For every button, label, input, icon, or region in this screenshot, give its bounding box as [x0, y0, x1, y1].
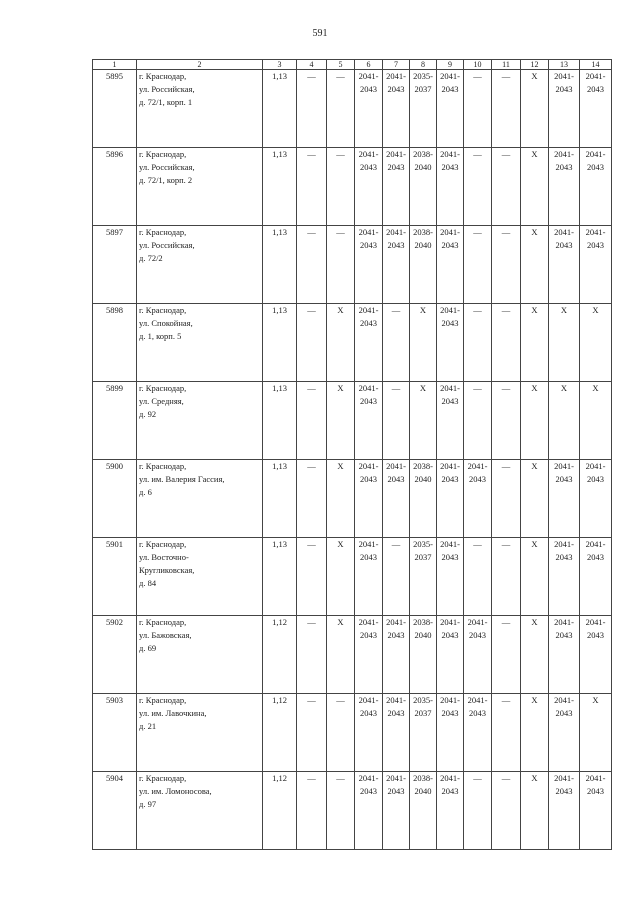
table-row [93, 772, 612, 850]
value-cell-c14: 2041- 2043 [580, 772, 612, 850]
value-cell-c7: 2041- 2043 [383, 70, 410, 148]
address-cell: г. Краснодар, ул. Российская, д. 72/1, корп. 1 [137, 70, 263, 148]
table-row [93, 148, 612, 226]
value-cell-c8: 2038- 2040 [410, 226, 437, 304]
value-cell-c3: 1,13 [263, 304, 297, 382]
value-cell-c10: — [464, 70, 492, 148]
value-cell-c7: 2041- 2043 [383, 460, 410, 538]
column-header: 3 [263, 60, 297, 70]
value-cell-c12: X [521, 460, 549, 538]
value-cell-c8: 2035- 2037 [410, 694, 437, 772]
value-cell-c6: 2041- 2043 [355, 694, 383, 772]
row-number: 5901 [93, 538, 137, 616]
column-header: 8 [410, 60, 437, 70]
value-cell-c12: X [521, 772, 549, 850]
value-cell-c10: 2041- 2043 [464, 694, 492, 772]
value-cell-c4: — [297, 616, 327, 694]
value-cell-c9: 2041- 2043 [437, 304, 464, 382]
value-cell-c6: 2041- 2043 [355, 226, 383, 304]
value-cell-c6: 2041- 2043 [355, 772, 383, 850]
value-cell-c8: 2038- 2040 [410, 616, 437, 694]
value-cell-c11: — [492, 226, 521, 304]
schedule-table [92, 59, 612, 850]
column-number-row [93, 60, 612, 70]
value-cell-c11: — [492, 460, 521, 538]
value-cell-c3: 1,13 [263, 226, 297, 304]
column-header: 9 [437, 60, 464, 70]
value-cell-c4: — [297, 694, 327, 772]
value-cell-c4: — [297, 538, 327, 616]
value-cell-c6: 2041- 2043 [355, 304, 383, 382]
value-cell-c5: — [327, 772, 355, 850]
value-cell-c10: — [464, 304, 492, 382]
value-cell-c6: 2041- 2043 [355, 538, 383, 616]
value-cell-c8: 2038- 2040 [410, 460, 437, 538]
value-cell-c14: 2041- 2043 [580, 538, 612, 616]
value-cell-c6: 2041- 2043 [355, 460, 383, 538]
value-cell-c11: — [492, 148, 521, 226]
row-number: 5898 [93, 304, 137, 382]
page-number: 591 [312, 28, 328, 39]
column-header: 14 [580, 60, 612, 70]
value-cell-c8: 2035- 2037 [410, 538, 437, 616]
value-cell-c8: X [410, 304, 437, 382]
value-cell-c5: X [327, 382, 355, 460]
value-cell-c9: 2041- 2043 [437, 382, 464, 460]
value-cell-c5: X [327, 538, 355, 616]
value-cell-c12: X [521, 538, 549, 616]
address-cell: г. Краснодар, ул. Восточно- Кругликовская, д. 84 [137, 538, 263, 616]
value-cell-c9: 2041- 2043 [437, 226, 464, 304]
value-cell-c6: 2041- 2043 [355, 70, 383, 148]
value-cell-c8: 2035- 2037 [410, 70, 437, 148]
value-cell-c9: 2041- 2043 [437, 772, 464, 850]
value-cell-c14: X [580, 694, 612, 772]
column-header: 7 [383, 60, 410, 70]
value-cell-c10: 2041- 2043 [464, 460, 492, 538]
row-number: 5902 [93, 616, 137, 694]
value-cell-c10: 2041- 2043 [464, 616, 492, 694]
value-cell-c11: — [492, 694, 521, 772]
row-number: 5904 [93, 772, 137, 850]
value-cell-c6: 2041- 2043 [355, 148, 383, 226]
column-header: 6 [355, 60, 383, 70]
value-cell-c3: 1,13 [263, 538, 297, 616]
value-cell-c7: — [383, 304, 410, 382]
value-cell-c7: 2041- 2043 [383, 694, 410, 772]
address-cell: г. Краснодар, ул. им. Валерия Гассия, д. 6 [137, 460, 263, 538]
value-cell-c5: X [327, 616, 355, 694]
value-cell-c11: — [492, 616, 521, 694]
value-cell-c9: 2041- 2043 [437, 616, 464, 694]
value-cell-c11: — [492, 304, 521, 382]
value-cell-c5: — [327, 694, 355, 772]
address-cell: г. Краснодар, ул. Российская, д. 72/1, корп. 2 [137, 148, 263, 226]
row-number: 5903 [93, 694, 137, 772]
value-cell-c10: — [464, 226, 492, 304]
address-cell: г. Краснодар, ул. Российская, д. 72/2 [137, 226, 263, 304]
row-number: 5900 [93, 460, 137, 538]
value-cell-c8: X [410, 382, 437, 460]
table-row [93, 694, 612, 772]
value-cell-c13: X [549, 304, 580, 382]
value-cell-c4: — [297, 226, 327, 304]
value-cell-c13: 2041- 2043 [549, 694, 580, 772]
table-row [93, 70, 612, 148]
value-cell-c10: — [464, 148, 492, 226]
value-cell-c7: 2041- 2043 [383, 148, 410, 226]
row-number: 5896 [93, 148, 137, 226]
value-cell-c14: 2041- 2043 [580, 148, 612, 226]
value-cell-c14: 2041- 2043 [580, 226, 612, 304]
value-cell-c3: 1,13 [263, 460, 297, 538]
value-cell-c14: 2041- 2043 [580, 70, 612, 148]
column-header: 12 [521, 60, 549, 70]
value-cell-c11: — [492, 772, 521, 850]
value-cell-c13: 2041- 2043 [549, 148, 580, 226]
value-cell-c11: — [492, 70, 521, 148]
value-cell-c8: 2038- 2040 [410, 148, 437, 226]
value-cell-c5: — [327, 226, 355, 304]
value-cell-c6: 2041- 2043 [355, 382, 383, 460]
value-cell-c13: 2041- 2043 [549, 538, 580, 616]
value-cell-c5: X [327, 460, 355, 538]
value-cell-c9: 2041- 2043 [437, 70, 464, 148]
value-cell-c7: — [383, 382, 410, 460]
value-cell-c14: 2041- 2043 [580, 460, 612, 538]
column-header: 4 [297, 60, 327, 70]
value-cell-c12: X [521, 616, 549, 694]
value-cell-c4: — [297, 772, 327, 850]
value-cell-c12: X [521, 226, 549, 304]
value-cell-c7: — [383, 538, 410, 616]
value-cell-c7: 2041- 2043 [383, 772, 410, 850]
value-cell-c5: — [327, 70, 355, 148]
value-cell-c4: — [297, 460, 327, 538]
value-cell-c14: X [580, 382, 612, 460]
value-cell-c7: 2041- 2043 [383, 616, 410, 694]
value-cell-c12: X [521, 694, 549, 772]
address-cell: г. Краснодар, ул. им. Ломоносова, д. 97 [137, 772, 263, 850]
row-number: 5895 [93, 70, 137, 148]
table-row [93, 304, 612, 382]
value-cell-c12: X [521, 382, 549, 460]
value-cell-c4: — [297, 382, 327, 460]
value-cell-c4: — [297, 304, 327, 382]
value-cell-c3: 1,12 [263, 616, 297, 694]
row-number: 5897 [93, 226, 137, 304]
table-row [93, 226, 612, 304]
value-cell-c5: — [327, 148, 355, 226]
table-row [93, 382, 612, 460]
value-cell-c5: X [327, 304, 355, 382]
column-header: 13 [549, 60, 580, 70]
value-cell-c13: 2041- 2043 [549, 616, 580, 694]
table-row [93, 538, 612, 616]
value-cell-c3: 1,13 [263, 148, 297, 226]
value-cell-c14: X [580, 304, 612, 382]
address-cell: г. Краснодар, ул. Средняя, д. 92 [137, 382, 263, 460]
table-row [93, 460, 612, 538]
value-cell-c9: 2041- 2043 [437, 538, 464, 616]
value-cell-c3: 1,12 [263, 694, 297, 772]
value-cell-c13: X [549, 382, 580, 460]
value-cell-c4: — [297, 148, 327, 226]
row-number: 5899 [93, 382, 137, 460]
value-cell-c10: — [464, 382, 492, 460]
value-cell-c13: 2041- 2043 [549, 70, 580, 148]
column-header: 11 [492, 60, 521, 70]
address-cell: г. Краснодар, ул. Бажовская, д. 69 [137, 616, 263, 694]
value-cell-c13: 2041- 2043 [549, 460, 580, 538]
value-cell-c3: 1,12 [263, 772, 297, 850]
value-cell-c13: 2041- 2043 [549, 226, 580, 304]
value-cell-c8: 2038- 2040 [410, 772, 437, 850]
value-cell-c3: 1,13 [263, 382, 297, 460]
value-cell-c7: 2041- 2043 [383, 226, 410, 304]
address-cell: г. Краснодар, ул. им. Лавочкина, д. 21 [137, 694, 263, 772]
value-cell-c3: 1,13 [263, 70, 297, 148]
address-cell: г. Краснодар, ул. Спокойная, д. 1, корп. 5 [137, 304, 263, 382]
value-cell-c9: 2041- 2043 [437, 460, 464, 538]
value-cell-c10: — [464, 538, 492, 616]
value-cell-c11: — [492, 382, 521, 460]
column-header: 5 [327, 60, 355, 70]
value-cell-c11: — [492, 538, 521, 616]
table-row [93, 616, 612, 694]
value-cell-c13: 2041- 2043 [549, 772, 580, 850]
value-cell-c12: X [521, 304, 549, 382]
column-header: 2 [137, 60, 263, 70]
value-cell-c12: X [521, 70, 549, 148]
column-header: 10 [464, 60, 492, 70]
column-header: 1 [93, 60, 137, 70]
value-cell-c4: — [297, 70, 327, 148]
value-cell-c12: X [521, 148, 549, 226]
value-cell-c14: 2041- 2043 [580, 616, 612, 694]
value-cell-c9: 2041- 2043 [437, 148, 464, 226]
value-cell-c10: — [464, 772, 492, 850]
value-cell-c6: 2041- 2043 [355, 616, 383, 694]
value-cell-c9: 2041- 2043 [437, 694, 464, 772]
